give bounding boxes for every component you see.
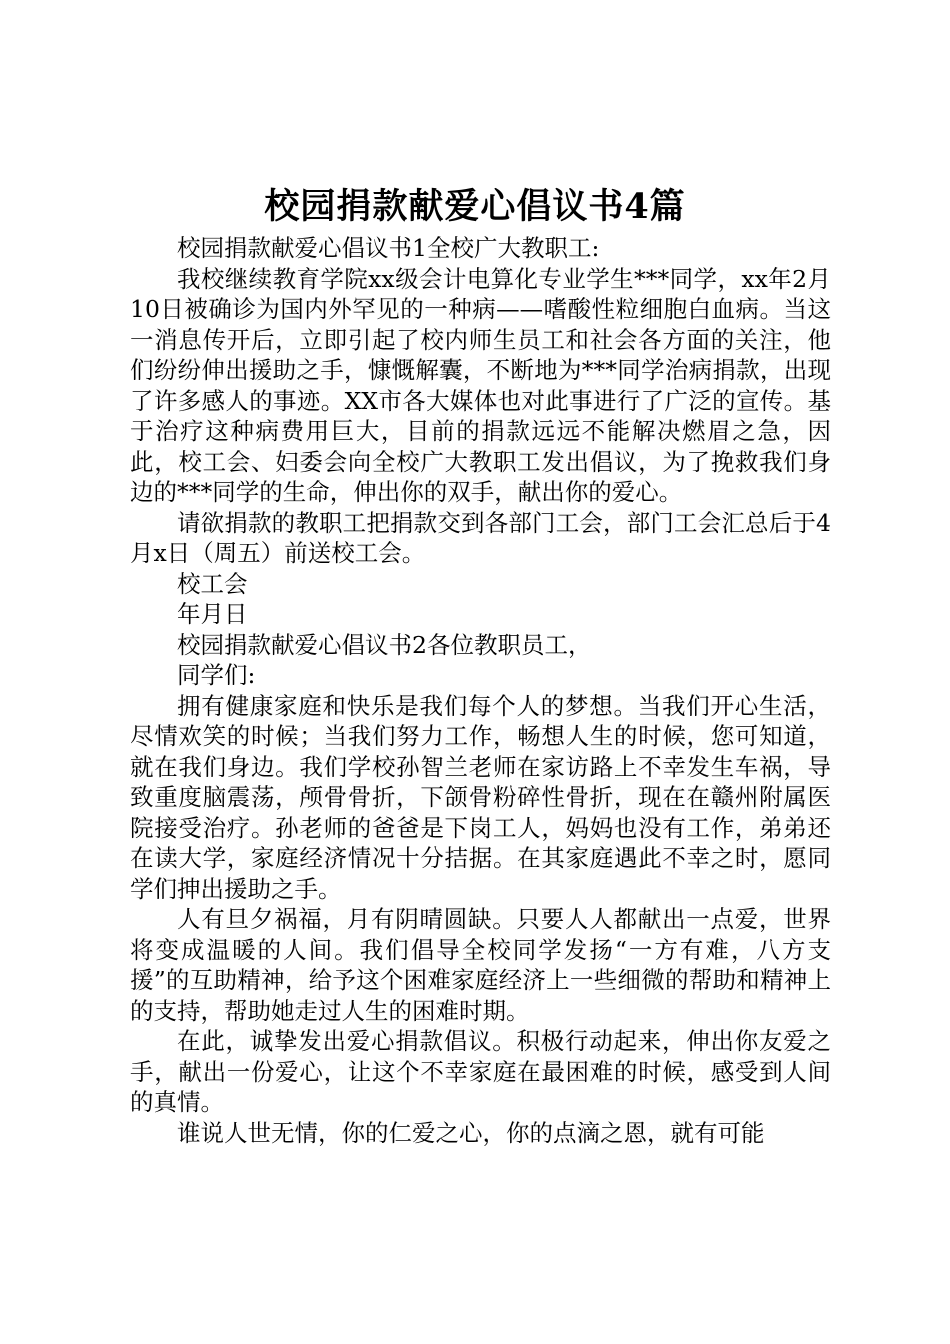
paragraph: 校园捐款献爱心倡议书1全校广大教职工: xyxy=(177,234,600,262)
paragraph: 拥有健康家庭和快乐是我们每个人的梦想。当我们开心生活，尽情欢笑的时候；当我们努力工作，畅想人生的时候，您可知道，就在我们身边。我们学校孙智兰老师在家访路上不幸发生车祸，导致重度脑震荡，颅骨骨折，下颌骨粉碎性骨折，现在在赣州附属医院接受治疗。孙老师的爸爸是下岗工人，妈妈也没有工作，弟弟还在读大学，家庭经济情况十分拮据。在其家庭遇此不幸之时，愿同学们抻出援助之手。 xyxy=(130,691,831,903)
paragraph: 在此，诚挚发出爱心捐款倡议。积极行动起来，伸出你友爱之手，献出一份爱心，让这个不幸家庭在最困难的时候，感受到人间的真情。 xyxy=(130,1027,831,1116)
paragraph: 校园捐款献爱心倡议书2各位教职员工， xyxy=(177,630,592,659)
paragraph: 同学们: xyxy=(177,661,256,689)
document-body xyxy=(130,233,831,1148)
paragraph: 人有旦夕祸福，月有阴晴圆缺。只要人人都献出一点爱，世界将变成温暖的人间。我们倡导全校同学发扬“一方有难，八方支援”的互助精神，给予这个困难家庭经济上一些细微的帮助和精神上的支持，帮助她走过人生的困难时期。 xyxy=(130,905,831,1025)
document-title: 校园捐款献爱心倡议书4篇 xyxy=(264,186,686,227)
paragraph: 谁说人世无情，你的仁爱之心，你的点滴之恩，就有可能 xyxy=(177,1118,765,1147)
paragraph: 我校继续教育学院xx级会计电算化专业学生***同学，xx年2月10日被确诊为国内外罕见的一种病——嗜酸性粒细胞白血病。当这一消息传开后，立即引起了校内师生员工和社会各方面的关注，他们纷纷伸出援助之手，慷慨解囊，不断地为***同学治病捐款，出现了许多感人的事迹。XX市各大媒体也对此事进行了广泛的宣传。基于治疗这种病费用巨大，目前的捐款远远不能解决燃眉之急，因此，校工会、妇委会向全校广大教职工发出倡议，为了挽救我们身边的***同学的生命，伸出你的双手，献出你的爱心。 xyxy=(130,264,831,506)
signature-line: 校工会 xyxy=(177,569,248,598)
paragraph: 请欲捐款的教职工把捐款交到各部门工会，部门工会汇总后于4月x日（周五）前送校工会。 xyxy=(130,508,831,567)
date-line: 年月日 xyxy=(177,600,248,628)
